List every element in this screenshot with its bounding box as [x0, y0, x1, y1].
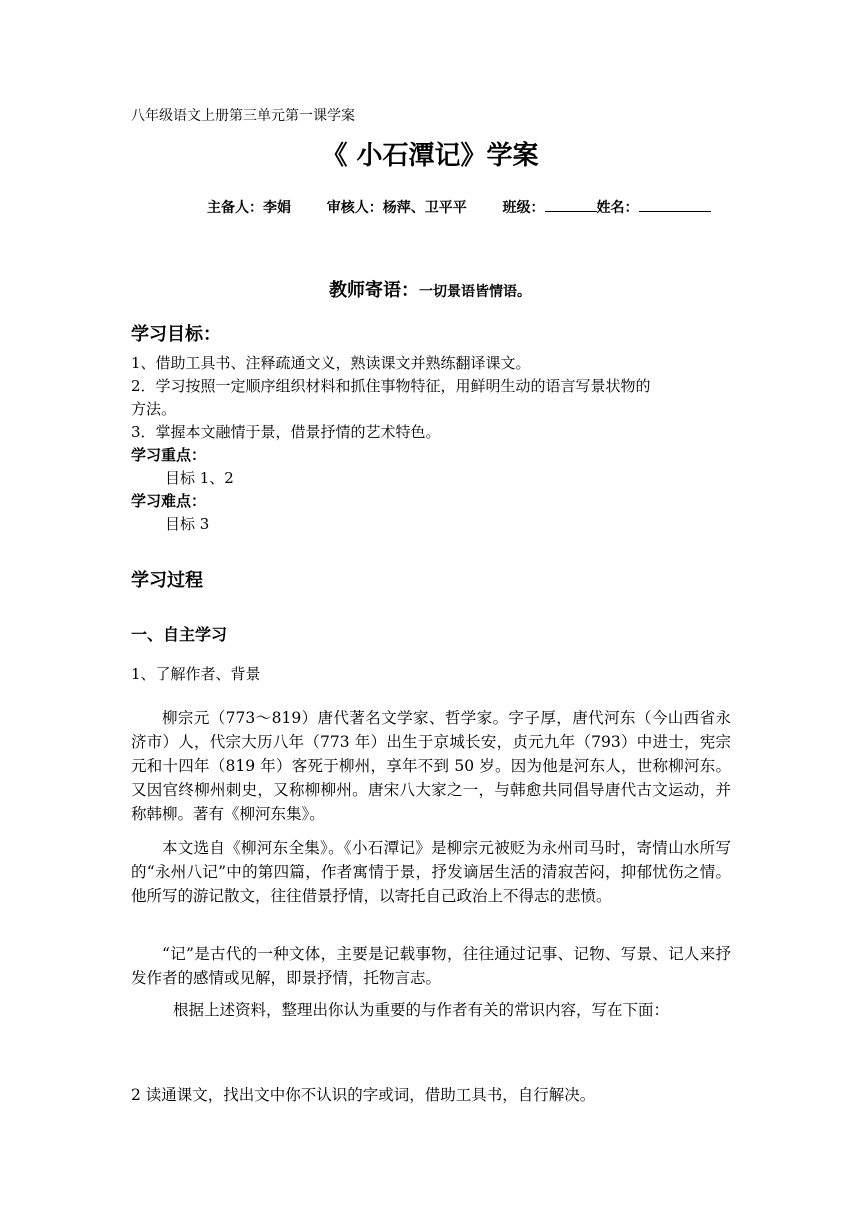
teacher-message: [0, 276, 860, 302]
section-heading: 一、自主学习: [131, 625, 228, 644]
key-points-heading: 学习重点：: [131, 446, 207, 464]
reviewer: 审核人：杨萍、卫平平: [326, 200, 467, 216]
step-heading: 2 读通课文，找出文中你不认识的字或词，借助工具书，自行解决。: [131, 1086, 596, 1104]
objectives-heading: 学习目标：: [131, 324, 221, 345]
name-blank[interactable]: [639, 197, 711, 212]
author-paragraph: 柳宗元（773～819）唐代著名文学家、哲学家。字子厚，唐代河东（今山西省永济市）人，代宗大历八年（773 年）出生于京城长安，贞元九年（793）中进士，宪宗元和十四年（819 年）客死于柳州，享年不到 50 岁。因为他是河东人，世称柳河东。又因官终柳州刺史，又称柳柳州。唐宋八大家之一，与韩愈共同倡导唐代古文运动，并称韩柳。著有《柳河东集》。: [131, 709, 731, 823]
key-points-text: 目标 1、2: [165, 469, 234, 487]
objective-item: 1、借助工具书、注释疏通文义，熟读课文并熟练翻译课文。: [131, 354, 531, 372]
objective-item: 3．掌握本文融情于景，借景抒情的艺术特色。: [131, 423, 441, 441]
teacher-message-text: 一切景语皆情语。: [419, 284, 531, 300]
background-paragraph: 本文选自《柳河东全集》。《小石潭记》是柳宗元被贬为永州司马时，寄情山水所写的“永州八记”中的第四篇，作者寓情于景，抒发谪居生活的清寂苦闷，抑郁忧伤之情。他所写的游记散文，往往借景抒情，以寄托自己政治上不得志的悲愤。: [131, 839, 731, 905]
difficult-points-text: 目标 3: [165, 515, 210, 533]
class-blank[interactable]: [545, 197, 597, 212]
instruction-text: 根据上述资料，整理出你认为重要的与作者有关的常识内容，写在下面：: [173, 1001, 670, 1019]
step-heading: 1、了解作者、背景: [131, 665, 261, 683]
meta-line: [207, 197, 711, 217]
genre-paragraph: “记”是古代的一种文体，主要是记载事物，往往通过记事、记物、写景、记人来抒发作者的感情或见解，即景抒情，托物言志。: [131, 945, 731, 987]
difficult-points-heading: 学习难点：: [131, 492, 207, 510]
name-label: 姓名：: [596, 200, 639, 216]
teacher-message-label: 教师寄语：: [329, 280, 419, 301]
process-heading: 学习过程: [131, 570, 203, 591]
page-title: 《 小石潭记》学案: [321, 141, 539, 171]
objective-item: 方法。: [131, 400, 177, 418]
course-line: 八年级语文上册第三单元第一课学案: [131, 108, 355, 124]
class-label: 班级：: [502, 200, 545, 216]
preparer: 主备人：李娟: [207, 200, 291, 216]
objective-item: 2．学习按照一定顺序组织材料和抓住事物特征，用鲜明生动的语言写景状物的: [131, 377, 651, 395]
